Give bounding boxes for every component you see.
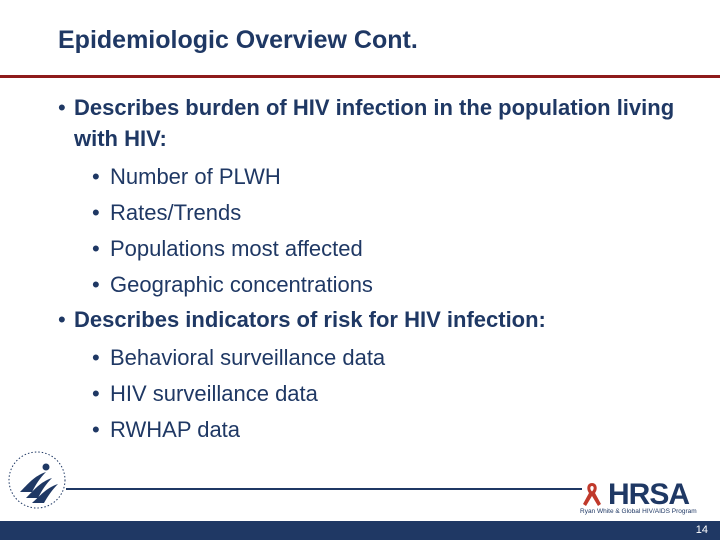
bullet-level2 bbox=[58, 267, 698, 303]
bullet-text: Rates/Trends bbox=[110, 200, 242, 225]
bullet-dot: • bbox=[92, 236, 100, 261]
hrsa-tagline: Ryan White & Global HIV/AIDS Program bbox=[580, 508, 697, 515]
red-ribbon-icon bbox=[578, 480, 606, 508]
bullet-text: Describes indicators of risk for HIV infection: bbox=[74, 307, 546, 332]
bullet-dot: • bbox=[92, 164, 100, 189]
bullet-level2 bbox=[58, 340, 698, 376]
bullet-text: HIV surveillance data bbox=[110, 381, 318, 406]
bullet-text: RWHAP data bbox=[110, 417, 241, 442]
bullet-level2 bbox=[58, 159, 698, 195]
bullet-dot: • bbox=[92, 200, 100, 225]
bullet-level2 bbox=[58, 412, 698, 448]
bullet-level2 bbox=[58, 195, 698, 231]
bullet-level1 bbox=[58, 304, 698, 335]
bullet-dot: • bbox=[92, 345, 100, 370]
bullet-text: Geographic concentrations bbox=[110, 272, 373, 297]
bullet-dot: • bbox=[58, 307, 66, 332]
footer-divider bbox=[66, 488, 582, 490]
hhs-seal-icon bbox=[6, 448, 68, 521]
hrsa-logo bbox=[578, 478, 716, 518]
bullet-dot: • bbox=[58, 95, 66, 120]
bullet-dot: • bbox=[92, 417, 100, 442]
slide-title: Epidemiologic Overview Cont. bbox=[58, 26, 418, 54]
footer-bar bbox=[0, 521, 720, 540]
bullet-text: Populations most affected bbox=[110, 236, 363, 261]
bullet-dot: • bbox=[92, 381, 100, 406]
slide-body bbox=[58, 92, 698, 448]
page-number: 14 bbox=[695, 524, 708, 536]
bullet-dot: • bbox=[92, 272, 100, 297]
title-divider bbox=[0, 75, 720, 78]
bullet-level2 bbox=[58, 231, 698, 267]
bullet-level2 bbox=[58, 376, 698, 412]
hrsa-wordmark: HRSA bbox=[608, 478, 690, 511]
bullet-text: Number of PLWH bbox=[110, 164, 281, 189]
bullet-text: Describes burden of HIV infection in the population living with HIV: bbox=[74, 95, 675, 151]
bullet-text: Behavioral surveillance data bbox=[110, 345, 386, 370]
bullet-level1 bbox=[58, 92, 698, 154]
